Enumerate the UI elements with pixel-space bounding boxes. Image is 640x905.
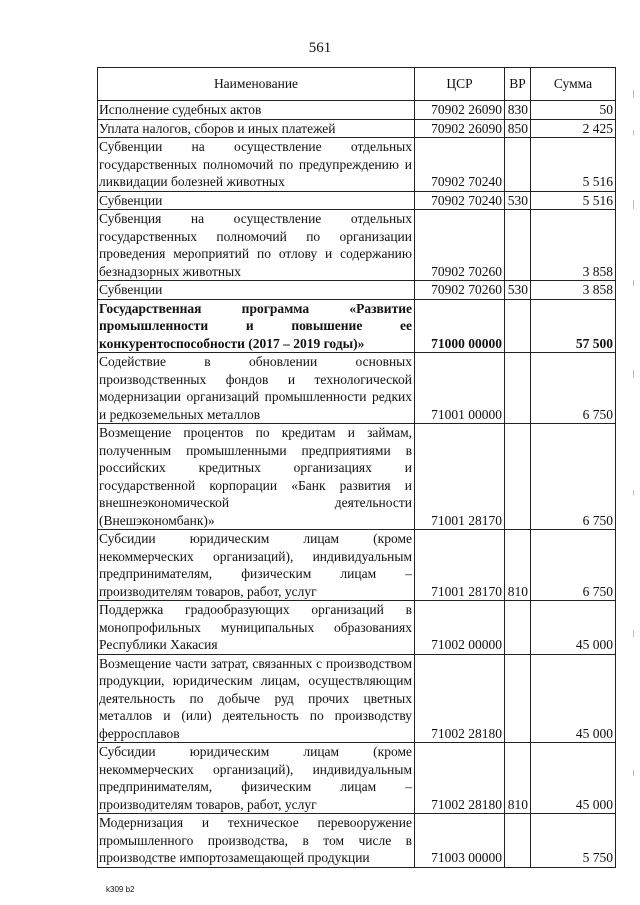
cell-name: Возмещение части затрат, связанных с производством продукции, юридическим лицам, осуществляющим деятельность по добыче руд прочих цветных металлов и (или) деятельность по производству ферросплавов: [98, 654, 415, 743]
cell-csr: 70902 70260: [415, 210, 505, 281]
cell-sum: 6 750: [531, 530, 616, 601]
cell-name: Субвенции: [98, 281, 415, 300]
table-row: [98, 281, 616, 300]
table-row: [98, 743, 616, 814]
table-header-row: [98, 68, 616, 101]
table-row: [98, 210, 616, 281]
cell-sum: 6 750: [531, 424, 616, 530]
cell-vr: [505, 424, 531, 530]
cell-vr: [505, 353, 531, 424]
cell-csr: 71002 00000: [415, 601, 505, 655]
table-row: [98, 138, 616, 192]
cell-csr: 70902 70240: [415, 138, 505, 192]
budget-table: [97, 67, 616, 868]
cell-name: Субвенции: [98, 191, 415, 210]
table-row: [98, 299, 616, 353]
cell-csr: 71001 28170: [415, 424, 505, 530]
table-row: [98, 530, 616, 601]
cell-sum: 5 516: [531, 138, 616, 192]
header-csr: ЦСР: [415, 68, 505, 101]
cell-vr: [505, 210, 531, 281]
cell-sum: 50: [531, 101, 616, 120]
cell-csr: 70902 70260: [415, 281, 505, 300]
cell-vr: 530: [505, 191, 531, 210]
cell-name: Субсидии юридическим лицам (кроме некоммерческих организаций), индивидуальным предпринимателям, физическим лицам – производителям товаров, работ, услуг: [98, 743, 415, 814]
cell-sum: 45 000: [531, 654, 616, 743]
cell-name: Уплата налогов, сборов и иных платежей: [98, 119, 415, 138]
cell-name: Субвенции на осуществление отдельных государственных полномочий по предупреждению и ликвидации болезней животных: [98, 138, 415, 192]
cell-sum: 2 425: [531, 119, 616, 138]
cell-vr: 810: [505, 743, 531, 814]
cell-csr: 71003 00000: [415, 814, 505, 868]
margin-scan-marks: [630, 70, 638, 890]
cell-name: Субсидии юридическим лицам (кроме некоммерческих организаций), индивидуальным предпринимателям, физическим лицам – производителям товаров, работ, услуг: [98, 530, 415, 601]
cell-csr: 71000 00000: [415, 299, 505, 353]
cell-sum: 3 858: [531, 281, 616, 300]
cell-csr: 70902 26090: [415, 119, 505, 138]
table-row: [98, 424, 616, 530]
cell-vr: 810: [505, 530, 531, 601]
cell-name: Возмещение процентов по кредитам и займам, полученным промышленными предприятиями в российских кредитных организациях и государственной корпорации «Банк развития и внешнеэкономической деятельности (Внешэкономбанк)»: [98, 424, 415, 530]
table-row: [98, 191, 616, 210]
cell-vr: [505, 654, 531, 743]
header-vr: ВР: [505, 68, 531, 101]
cell-sum: 45 000: [531, 601, 616, 655]
cell-sum: 45 000: [531, 743, 616, 814]
cell-csr: 71002 28180: [415, 743, 505, 814]
cell-name: Поддержка градообразующих организаций в монопрофильных муниципальных образованиях Республики Хакасия: [98, 601, 415, 655]
cell-name: Исполнение судебных актов: [98, 101, 415, 120]
table-row: [98, 654, 616, 743]
cell-vr: 850: [505, 119, 531, 138]
cell-sum: 57 500: [531, 299, 616, 353]
cell-vr: [505, 814, 531, 868]
header-sum: Сумма: [531, 68, 616, 101]
table-body: [98, 101, 616, 868]
cell-csr: 71001 28170: [415, 530, 505, 601]
cell-sum: 5 516: [531, 191, 616, 210]
cell-vr: 830: [505, 101, 531, 120]
cell-name: Субвенция на осуществление отдельных государственных полномочий по организации проведения мероприятий по отлову и содержанию безнадзорных животных: [98, 210, 415, 281]
table-row: [98, 353, 616, 424]
cell-csr: 71001 00000: [415, 353, 505, 424]
cell-sum: 3 858: [531, 210, 616, 281]
table-row: [98, 101, 616, 120]
table-row: [98, 119, 616, 138]
cell-sum: 6 750: [531, 353, 616, 424]
cell-vr: [505, 138, 531, 192]
cell-sum: 5 750: [531, 814, 616, 868]
cell-csr: 70902 26090: [415, 101, 505, 120]
page-number: 561: [308, 40, 332, 56]
table-row: [98, 814, 616, 868]
cell-vr: [505, 601, 531, 655]
cell-name: Содействие в обновлении основных производственных фондов и технологической модернизации организаций промышленности редких и редкоземельных металлов: [98, 353, 415, 424]
header-name: Наименование: [98, 68, 415, 101]
cell-csr: 70902 70240: [415, 191, 505, 210]
cell-vr: 530: [505, 281, 531, 300]
cell-csr: 71002 28180: [415, 654, 505, 743]
cell-name: Государственная программа «Развитие промышленности и повышение ее конкурентоспособности (2017 – 2019 годы)»: [98, 299, 415, 353]
table-row: [98, 601, 616, 655]
cell-name: Модернизация и техническое перевооружение промышленного производства, в том числе в производстве импортозамещающей продукции: [98, 814, 415, 868]
footer-code: k309 b2: [106, 885, 135, 894]
cell-vr: [505, 299, 531, 353]
